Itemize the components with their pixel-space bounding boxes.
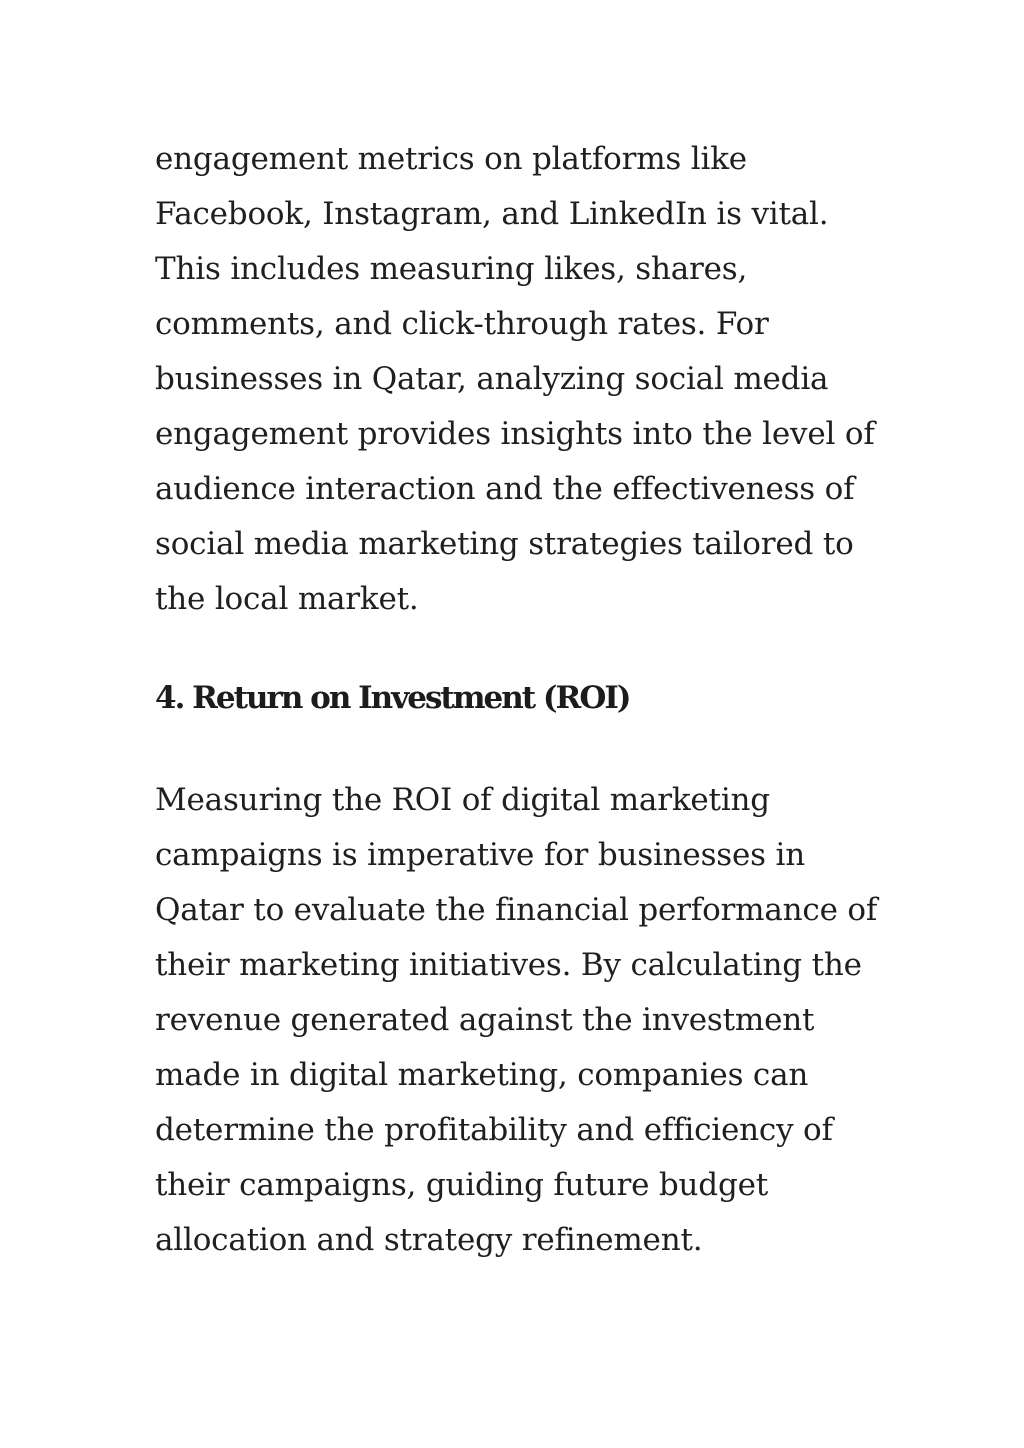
text-line: This includes measuring likes, shares,: [155, 251, 748, 287]
text-line: campaigns is imperative for businesses in: [155, 837, 805, 873]
text-line: Measuring the ROI of digital marketing: [155, 782, 770, 818]
text-line: audience interaction and the effectiveness of: [155, 471, 855, 507]
text-line: Facebook, Instagram, and LinkedIn is vital.: [155, 196, 829, 232]
text-line: Qatar to evaluate the financial performance of: [155, 892, 878, 928]
text-line: revenue generated against the investment: [155, 1002, 815, 1038]
text-line: made in digital marketing, companies can: [155, 1057, 809, 1093]
text-line: their marketing initiatives. By calculating the: [155, 947, 862, 983]
section-heading: 4. Return on Investment (ROI): [155, 680, 630, 716]
text-line: businesses in Qatar, analyzing social media: [155, 361, 829, 397]
text-line: engagement provides insights into the level of: [155, 416, 875, 452]
text-line: determine the profitability and efficiency of: [155, 1112, 833, 1148]
text-line: social media marketing strategies tailored to: [155, 526, 854, 562]
text-line: allocation and strategy refinement.: [155, 1222, 703, 1258]
text-line: their campaigns, guiding future budget: [155, 1167, 768, 1203]
text-line: engagement metrics on platforms like: [155, 141, 747, 177]
paragraph-social-media-engagement: [155, 132, 875, 627]
paragraph-roi: [155, 773, 878, 1268]
article-content: [155, 132, 878, 1268]
text-line: comments, and click-through rates. For: [155, 306, 769, 342]
text-line: the local market.: [155, 581, 419, 617]
